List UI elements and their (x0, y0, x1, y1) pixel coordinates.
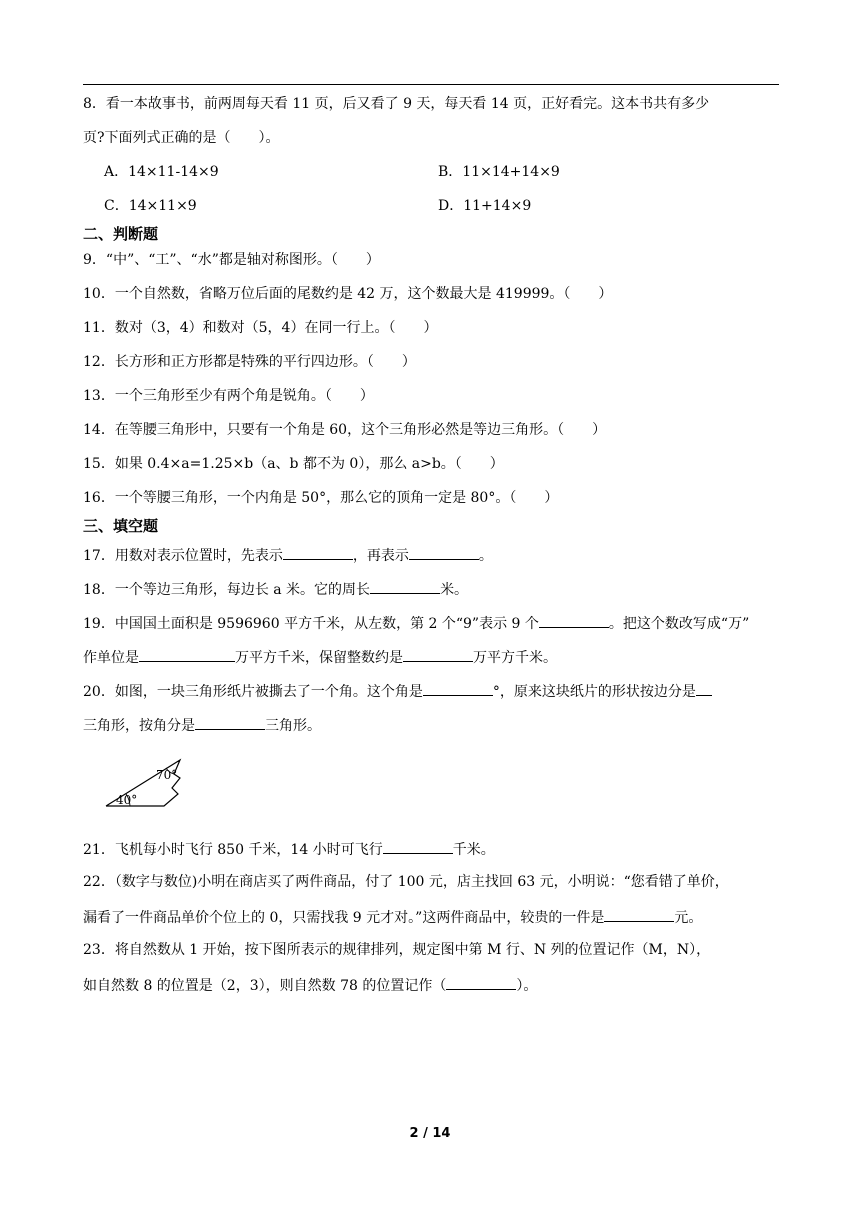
answer-blank[interactable] (139, 646, 235, 662)
fill-q23-line1: 23．将自然数从 1 开始，按下图所表示的规律排列，规定图中第 M 行、N 列的位置记作（M，N）， (83, 942, 711, 958)
q8-option-a: A．14×11-14×9 (104, 164, 219, 180)
judge-q12: 12．长方形和正方形都是特殊的平行四边形。（ ） (83, 354, 416, 370)
q20-text-c: 三角形，按角分是 (83, 718, 195, 734)
judge-q9: 9．“中”、“工”、“水”都是轴对称图形。（ ） (83, 252, 380, 268)
answer-blank[interactable] (195, 714, 265, 730)
q18-text-b: 米。 (440, 582, 469, 598)
judge-q15: 15．如果 0.4×a=1.25×b（a、b 都不为 0），那么 a>b。（ ） (83, 456, 504, 472)
q8-line1: 8．看一本故事书，前两周每天看 11 页，后又看了 9 天，每天看 14 页，正好看完。这本书共有多少 (83, 96, 710, 112)
fill-q19-line1 (83, 612, 783, 634)
q20-text-d: 三角形。 (265, 718, 321, 734)
judge-q14: 14．在等腰三角形中，只要有一个角是 60，这个三角形必然是等边三角形。（ ） (83, 422, 607, 438)
q19-text-c: 作单位是 (83, 650, 139, 666)
q21-text-b: 千米。 (452, 842, 495, 858)
q8-option-b: B．11×14+14×9 (438, 164, 560, 180)
fill-q20-line1 (83, 680, 783, 702)
answer-blank[interactable] (409, 544, 479, 560)
answer-blank[interactable] (696, 680, 712, 696)
q18-text-a: 18．一个等边三角形，每边长 a 米。它的周长 (83, 582, 371, 598)
judge-q13: 13．一个三角形至少有两个角是锐角。（ ） (83, 388, 374, 404)
answer-blank[interactable] (403, 646, 473, 662)
q17-text-a: 17．用数对表示位置时，先表示 (83, 548, 283, 564)
q8-option-c: C．14×11×9 (104, 198, 197, 214)
q23-text-c: ）。 (516, 978, 538, 994)
fill-q19-line2 (83, 646, 783, 668)
answer-blank[interactable] (370, 578, 440, 594)
q19-text-e: 万平方千米。 (473, 650, 557, 666)
q21-text-a: 21．飞机每小时飞行 850 千米，14 小时可飞行 (83, 842, 383, 858)
angle-label-top: 70° (156, 768, 178, 782)
q23-text-b: 如自然数 8 的位置是（2，3），则自然数 78 的位置记作（ (83, 978, 447, 994)
fill-q20-line2 (83, 714, 783, 736)
q19-text-d: 万平方千米，保留整数约是 (235, 650, 403, 666)
angle-label-left: 40° (116, 793, 138, 807)
q19-text-b: 。把这个数改写成“万” (608, 616, 750, 632)
answer-blank[interactable] (604, 906, 674, 922)
q8-line2: 页?下面列式正确的是（ ）。 (83, 130, 280, 146)
q17-text-c: 。 (478, 548, 493, 564)
q17-text-b: ，再表示 (352, 548, 409, 564)
section-heading-judge: 二、判断题 (83, 225, 159, 243)
fill-q17 (83, 544, 783, 566)
q19-text-a: 19．中国国土面积是 9596960 平方千米，从左数，第 2 个“9”表示 9 个 (83, 616, 539, 632)
page-number: 2 / 14 (409, 1126, 451, 1141)
torn-triangle-figure (104, 752, 214, 812)
answer-blank[interactable] (446, 974, 516, 990)
answer-blank[interactable] (283, 544, 353, 560)
q20-text-b: °，原来这块纸片的形状按边分是 (492, 684, 696, 700)
q20-text-a: 20．如图，一块三角形纸片被撕去了一个角。这个角是 (83, 684, 423, 700)
fill-q22-line1: 22．（数字与数位)小明在商店买了两件商品，付了 100 元，店主找回 63 元，小明说：“您看错了单价， (83, 874, 729, 890)
judge-q16: 16．一个等腰三角形，一个内角是 50°，那么它的顶角一定是 80°。（ ） (83, 490, 559, 506)
q8-option-d: D．11+14×9 (438, 198, 532, 214)
fill-q22-line2 (83, 906, 783, 928)
section-heading-fill: 三、填空题 (83, 517, 159, 535)
answer-blank[interactable] (423, 680, 493, 696)
header-rule (83, 84, 779, 85)
fill-q21 (83, 838, 783, 860)
q22-text-c: 元。 (674, 910, 703, 926)
judge-q11: 11．数对（3，4）和数对（5，4）在同一行上。（ ） (83, 320, 438, 336)
judge-q10: 10．一个自然数，省略万位后面的尾数约是 42 万，这个数最大是 419999。（ ） (83, 286, 613, 302)
fill-q18 (83, 578, 783, 600)
answer-blank[interactable] (539, 612, 609, 628)
answer-blank[interactable] (383, 838, 453, 854)
q22-text-b: 漏看了一件商品单价个位上的 0，只需找我 9 元才对。”这两件商品中，较贵的一件是 (83, 910, 605, 926)
fill-q23-line2 (83, 974, 783, 996)
